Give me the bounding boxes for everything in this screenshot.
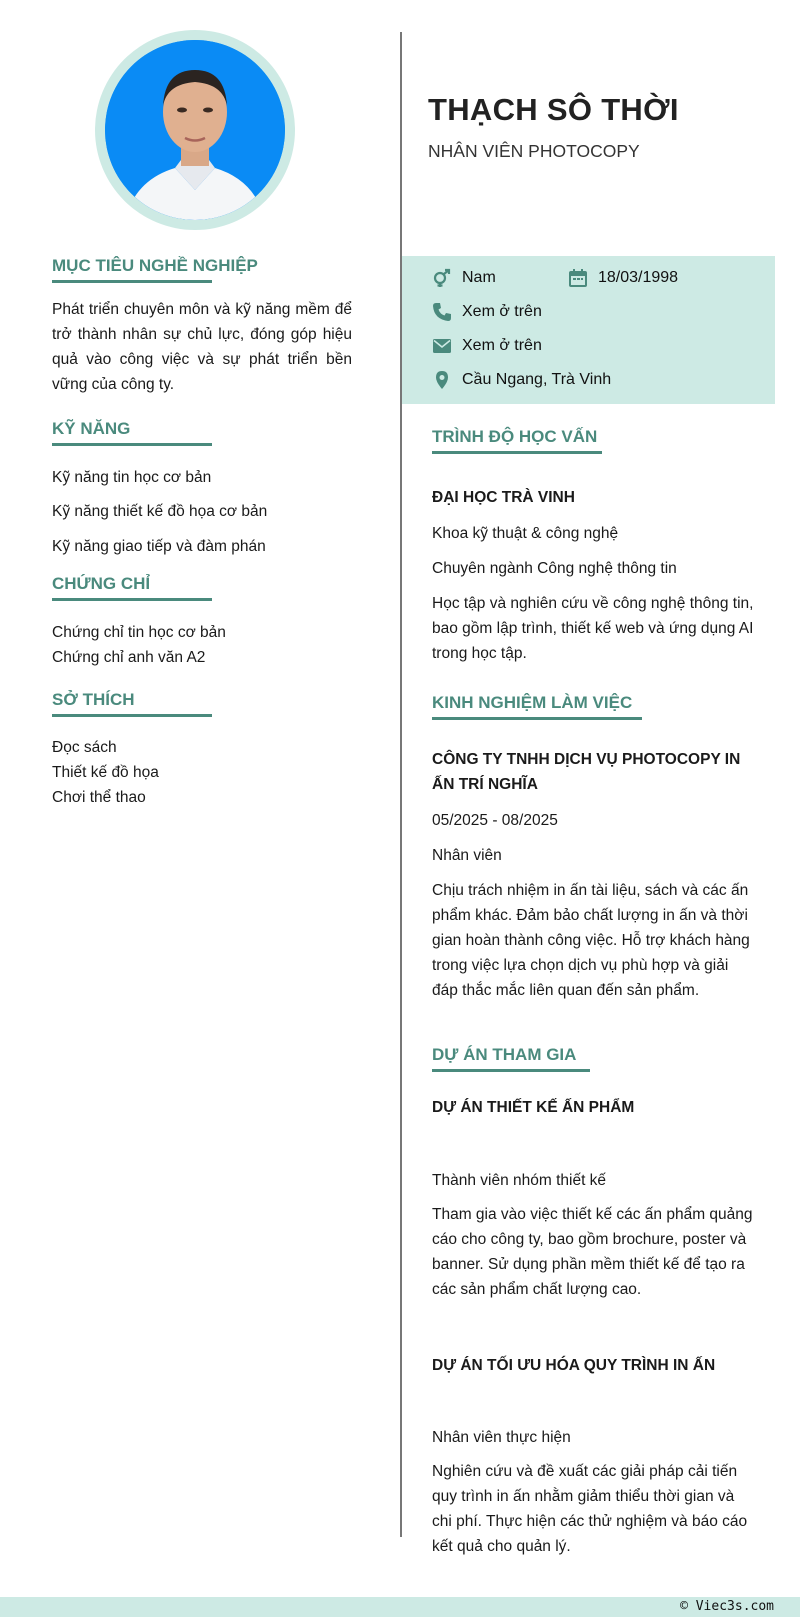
project-description: Tham gia vào việc thiết kế các ấn phẩm quảng cáo cho công ty, bao gồm brochure, poster và banner. Sử dụng phần mềm thiết kế để tạo ra các sản phẩm chất lượng cao.: [432, 1206, 753, 1298]
phone-row: [432, 302, 542, 322]
faculty: Khoa kỹ thuật & công nghệ: [432, 525, 619, 542]
hobby-item: Thiết kế đồ họa: [52, 764, 159, 781]
project-name: DỰ ÁN THIẾT KẾ ẤN PHẨM: [432, 1099, 635, 1116]
candidate-name: THẠCH SÔ THỜI: [428, 92, 679, 127]
hobbies-title: SỞ THÍCH: [52, 690, 212, 717]
education-title: TRÌNH ĐỘ HỌC VẤN: [432, 427, 602, 454]
objective-title: MỤC TIÊU NGHỀ NGHIỆP: [52, 256, 212, 283]
project-role: Thành viên nhóm thiết kế: [432, 1172, 607, 1189]
gender-row: [432, 268, 496, 288]
school-name: ĐẠI HỌC TRÀ VINH: [432, 489, 575, 506]
calendar-icon: [568, 268, 588, 288]
work-position: Nhân viên: [432, 847, 502, 864]
hobbies-section: [52, 690, 352, 806]
skills-section: [52, 419, 352, 555]
avatar-frame: [95, 30, 295, 230]
portrait-photo: [105, 40, 285, 220]
email-value: Xem ở trên: [462, 337, 542, 354]
objective-section: [52, 256, 352, 397]
education-description: Học tập và nghiên cứu về công nghệ thông tin, bao gồm lập trình, thiết kế web và ứng dụng AI trong học tập.: [432, 595, 754, 662]
project-description: Nghiên cứu và đề xuất các giải pháp cải tiến quy trình in ấn nhằm giảm thiểu thời gian và chi phí. Thực hiện các thử nghiệm và báo cáo kết quả cho quản lý.: [432, 1463, 748, 1555]
hobby-item: Đọc sách: [52, 739, 117, 756]
phone-icon: [432, 302, 452, 322]
contact-info-panel: [402, 256, 775, 404]
experience-description: Chịu trách nhiệm in ấn tài liệu, sách và các ấn phẩm khác. Đảm bảo chất lượng in ấn và thời gian hoàn thành công việc. Hỗ trợ khách hàng trong việc lựa chọn dịch vụ phù hợp và giải đáp thắc mắc liên quan đến sản phẩm.: [432, 882, 750, 999]
job-title: NHÂN VIÊN PHOTOCOPY: [428, 141, 640, 161]
gender-value: Nam: [462, 269, 496, 286]
education-section: [432, 427, 762, 662]
certificate-item: Chứng chỉ tin học cơ bản: [52, 624, 226, 641]
projects-section: [432, 1045, 762, 1555]
envelope-icon: [432, 336, 452, 356]
skill-item: Kỹ năng giao tiếp và đàm phán: [52, 538, 266, 555]
major: Chuyên ngành Công nghệ thông tin: [432, 560, 677, 577]
experience-section: [432, 693, 762, 999]
phone-value: Xem ở trên: [462, 303, 542, 320]
address-row: [432, 370, 611, 390]
email-row: [432, 336, 542, 356]
birthdate-value: 18/03/1998: [598, 269, 679, 286]
birthdate-row: [568, 268, 678, 288]
project-role: Nhân viên thực hiện: [432, 1429, 571, 1446]
work-period: 05/2025 - 08/2025: [432, 812, 558, 829]
certificates-title: CHỨNG CHỈ: [52, 574, 212, 601]
projects-title: DỰ ÁN THAM GIA: [432, 1045, 590, 1072]
project-name: DỰ ÁN TỐI ƯU HÓA QUY TRÌNH IN ẤN: [432, 1357, 716, 1374]
address-value: Cầu Ngang, Trà Vinh: [462, 371, 612, 388]
avatar: [105, 40, 285, 220]
gender-icon: [432, 268, 452, 288]
location-pin-icon: [432, 370, 452, 390]
footer-credit[interactable]: © Viec3s.com: [680, 1599, 774, 1614]
skill-item: Kỹ năng tin học cơ bản: [52, 469, 212, 486]
skills-title: KỸ NĂNG: [52, 419, 212, 446]
objective-text: Phát triển chuyên môn và kỹ năng mềm để trở thành nhân sự chủ lực, đóng góp hiệu quả vào công việc và sự phát triển bền vững của công ty.: [52, 301, 352, 393]
experience-title: KINH NGHIỆM LÀM VIỆC: [432, 693, 642, 720]
skill-item: Kỹ năng thiết kế đồ họa cơ bản: [52, 503, 268, 520]
company-name: CÔNG TY TNHH DỊCH VỤ PHOTOCOPY IN ẤN TRÍ NGHĨA: [432, 751, 741, 793]
footer-bar: [0, 1597, 800, 1617]
certificates-section: [52, 574, 352, 666]
hobby-item: Chơi thể thao: [52, 789, 146, 806]
certificate-item: Chứng chỉ anh văn A2: [52, 649, 206, 666]
